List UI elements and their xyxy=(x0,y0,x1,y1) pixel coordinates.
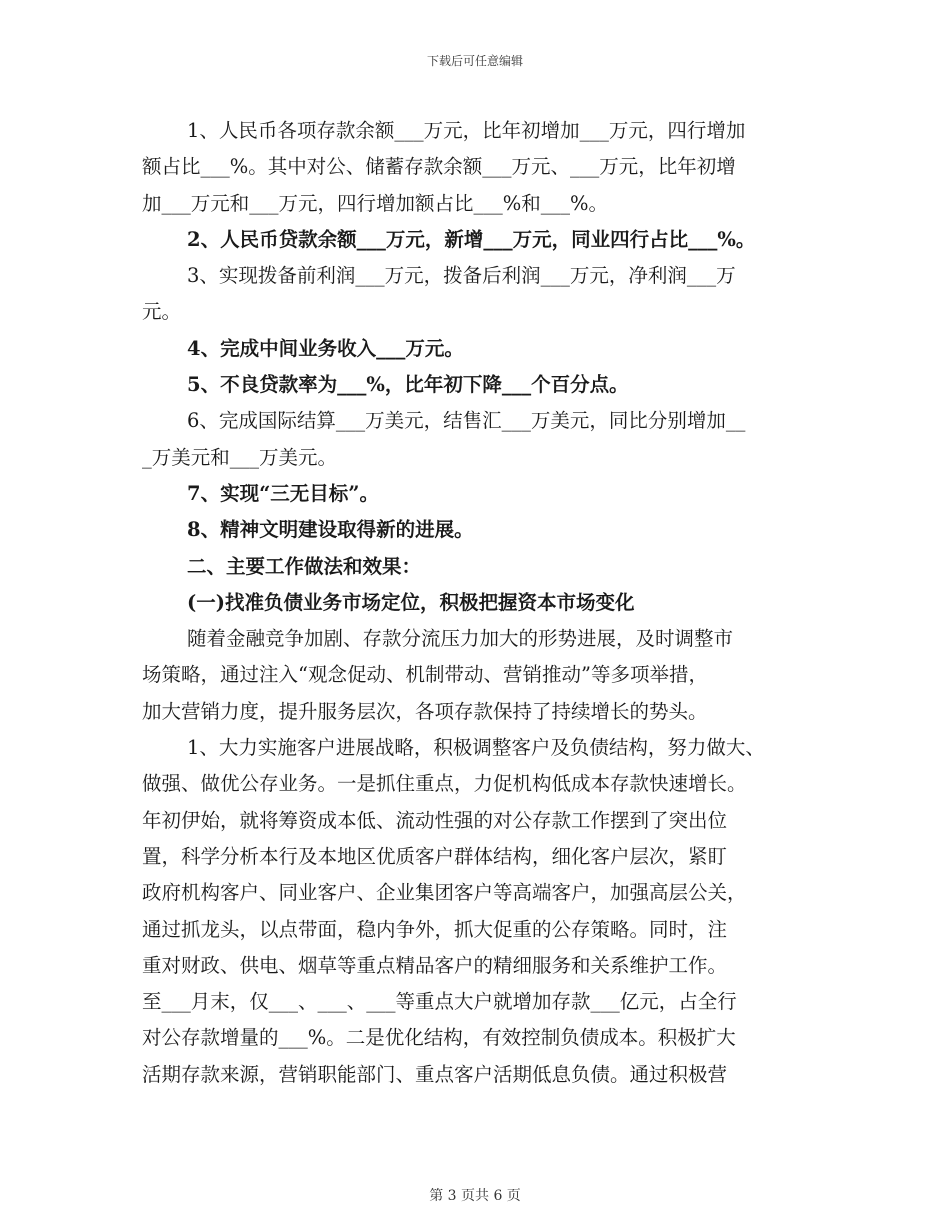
paragraph-line: 1、人民币各项存款余额___万元，比年初增加___万元，四行增加 xyxy=(187,119,746,142)
paragraph-line: 6、完成国际结算___万美元，结售汇___万美元，同比分别增加__ xyxy=(187,409,746,433)
subsection-heading: (一)找准负债业务市场定位，积极把握资本市场变化 xyxy=(187,590,635,614)
paragraph-line: 场策略，通过注入“观念促动、机制带动、营销推动”等多项举措， xyxy=(142,663,708,687)
paragraph-line: 活期存款来源，营销职能部门、重点客户活期低息负债。通过积极营 xyxy=(142,1062,728,1086)
paragraph-line: 3、实现拨备前利润___万元，拨备后利润___万元，净利润___万 xyxy=(187,264,736,288)
paragraph-line: 置，科学分析本行及本地区优质客户群体结构，细化客户层次，紧盯 xyxy=(142,844,728,868)
paragraph-line: 加大营销力度，提升服务层次，各项存款保持了持续增长的势头。 xyxy=(142,699,708,723)
paragraph-line: 2、人民币贷款余额___万元，新增___万元，同业四行占比___%。 xyxy=(187,227,756,251)
paragraph-line: 5、不良贷款率为___%，比年初下降___个百分点。 xyxy=(187,373,629,397)
paragraph-line: 通过抓龙头，以点带面，稳内争外，抓大促重的公存策略。同时，注 xyxy=(142,917,728,941)
paragraph-line: 至___月末，仅___、___、___等重点大户就增加存款___亿元，占全行 xyxy=(142,990,737,1014)
paragraph-line: 1、大力实施客户进展战略，积极调整客户及负债结构，努力做大、 xyxy=(187,736,765,760)
section-heading: 二、主要工作做法和效果： xyxy=(187,554,422,578)
paragraph-line: 元。 xyxy=(142,300,182,324)
paragraph-line: 重对财政、供电、烟草等重点精品客户的精细服务和关系维护工作。 xyxy=(142,953,728,977)
paragraph-line: 4、完成中间业务收入___万元。 xyxy=(187,336,464,360)
document-body xyxy=(142,113,822,1093)
paragraph-line: _万美元和___万美元。 xyxy=(142,445,338,469)
paragraph-line: 政府机构客户、同业客户、企业集团客户等高端客户，加强高层公关， xyxy=(142,881,747,905)
page-footer: 第 3 页共 6 页 xyxy=(429,1188,521,1204)
paragraph-line: 8、精神文明建设取得新的进展。 xyxy=(187,518,474,542)
paragraph-line: 加___万元和___万元，四行增加额占比___%和___%。 xyxy=(142,191,609,215)
paragraph-line: 对公存款增量的___%。二是优化结构，有效控制负债成本。积极扩大 xyxy=(142,1026,736,1050)
paragraph-line: 7、实现“三无目标”。 xyxy=(187,481,380,505)
paragraph-line: 年初伊始，就将筹资成本低、流动性强的对公存款工作摆到了突出位 xyxy=(142,808,728,832)
page-header: 下载后可任意编辑 xyxy=(426,54,523,68)
paragraph-line: 做强、做优公存业务。一是抓住重点，力促机构低成本存款快速增长。 xyxy=(142,772,747,796)
paragraph-line: 随着金融竞争加剧、存款分流压力加大的形势进展，及时调整市 xyxy=(187,627,734,651)
paragraph-line: 额占比___%。其中对公、储蓄存款余额___万元、___万元，比年初增 xyxy=(142,155,736,179)
